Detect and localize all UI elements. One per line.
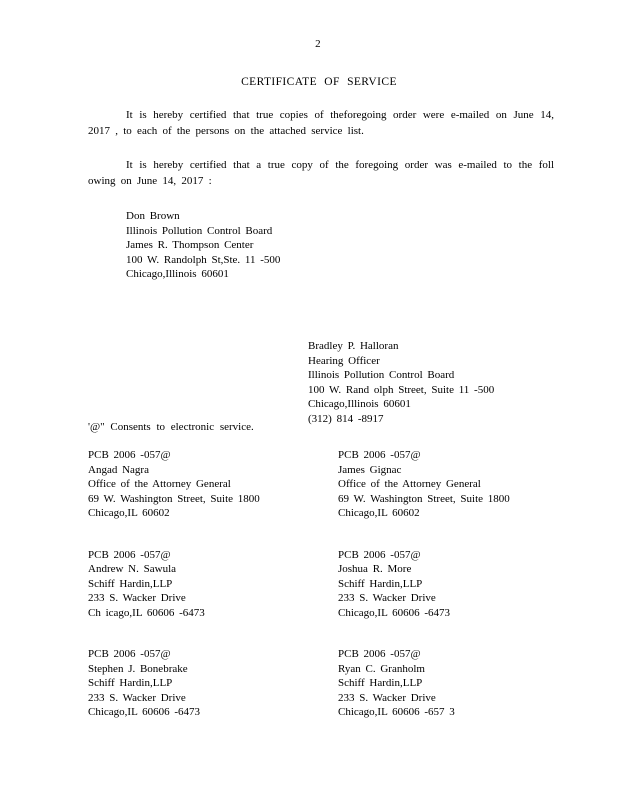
service-entry-line: James Gignac xyxy=(338,463,402,476)
consent-note: '@" Consents to electronic service. xyxy=(88,421,254,433)
service-entry-line: Chicago,IL 60606 -6473 xyxy=(338,606,451,619)
service-entry xyxy=(338,448,548,521)
service-entry-line: PCB 2006 -057@ xyxy=(338,548,421,561)
service-entry-line: Schiff Hardin,LLP xyxy=(88,677,173,689)
service-entry-line: Office of the Attorney General xyxy=(88,478,231,490)
service-entry xyxy=(338,647,548,720)
service-entry-line: Office of the Attorney General xyxy=(338,478,481,490)
service-entry-line: Stephen J. Bonebrake xyxy=(88,662,188,675)
service-entry-line: PCB 2006 -057@ xyxy=(338,449,421,461)
service-entry-line: PCB 2006 -057@ xyxy=(338,648,421,660)
service-entry-line: Chicago,IL 60606 -6473 xyxy=(88,706,201,718)
service-entry-line: 233 S. Wacker Drive xyxy=(88,592,186,604)
service-entry-line: Schiff Hardin,LLP xyxy=(88,577,173,590)
service-entry-line: Schiff Hardin,LLP xyxy=(338,677,423,689)
paragraph-2-text: It is hereby certified that a true copy of the foregoing order was e-mailed to the foll owing on June 14, 2017 : xyxy=(88,159,554,187)
service-entry xyxy=(338,548,548,621)
service-entry-line: Chicago,IL 60602 xyxy=(338,507,420,519)
service-entry-line: Schiff Hardin,LLP xyxy=(338,577,423,590)
service-entry-line: PCB 2006 -057@ xyxy=(88,648,171,660)
service-entry-line: 233 S. Wacker Drive xyxy=(88,691,186,704)
service-list-row xyxy=(88,448,548,521)
service-entry-line: Ch icago,IL 60606 -6473 xyxy=(88,606,205,619)
service-entry-line: 69 W. Washington Street, Suite 1800 xyxy=(88,492,260,505)
service-entry xyxy=(88,647,338,720)
recipient-line: Don Brown xyxy=(126,210,180,222)
service-list-row xyxy=(88,548,548,621)
service-list-row xyxy=(88,647,548,720)
hearing-officer-address-block xyxy=(308,339,494,426)
service-entry-line: Chicago,IL 60602 xyxy=(88,507,170,519)
service-entry-line: Angad Nagra xyxy=(88,463,149,476)
service-entry-line: PCB 2006 -057@ xyxy=(88,548,171,561)
recipient-address-block xyxy=(126,209,568,282)
service-list xyxy=(88,448,548,747)
service-entry xyxy=(88,448,338,521)
page-number: 2 xyxy=(315,38,321,50)
certification-paragraph-2 xyxy=(88,158,554,189)
recipient-line: 100 W. Randolph St,Ste. 11 -500 xyxy=(126,253,281,266)
recipient-line: James R. Thompson Center xyxy=(126,239,254,251)
hearing-officer-phone: (312) 814 -8917 xyxy=(308,412,384,425)
service-entry-line: 69 W. Washington Street, Suite 1800 xyxy=(338,492,510,505)
hearing-officer-line: Hearing Officer xyxy=(308,354,380,367)
hearing-officer-line: Bradley P. Halloran xyxy=(308,340,399,352)
recipient-line: Chicago,Illinois 60601 xyxy=(126,268,229,280)
service-entry-line: PCB 2006 -057@ xyxy=(88,449,171,461)
hearing-officer-line: Illinois Pollution Control Board xyxy=(308,369,455,381)
hearing-officer-line: 100 W. Rand olph Street, Suite 11 -500 xyxy=(308,383,495,396)
service-entry-line: Andrew N. Sawula xyxy=(88,563,177,575)
service-entry-line: 233 S. Wacker Drive xyxy=(338,592,436,604)
recipient-line: Illinois Pollution Control Board xyxy=(126,224,273,237)
service-entry xyxy=(88,548,338,621)
service-entry-line: Ryan C. Granholm xyxy=(338,662,425,675)
service-entry-line: Joshua R. More xyxy=(338,563,412,575)
service-entry-line: Chicago,IL 60606 -657 3 xyxy=(338,706,455,718)
service-entry-line: 233 S. Wacker Drive xyxy=(338,691,436,704)
page-title: CERTIFICATE OF SERVICE xyxy=(241,76,397,88)
paragraph-1-text: It is hereby certified that true copies of theforegoing order were e-mailed on June 14, 2017 , to each of the persons on the attached service list. xyxy=(88,109,554,137)
hearing-officer-line: Chicago,Illinois 60601 xyxy=(308,398,411,410)
certification-paragraph-1 xyxy=(88,108,554,139)
